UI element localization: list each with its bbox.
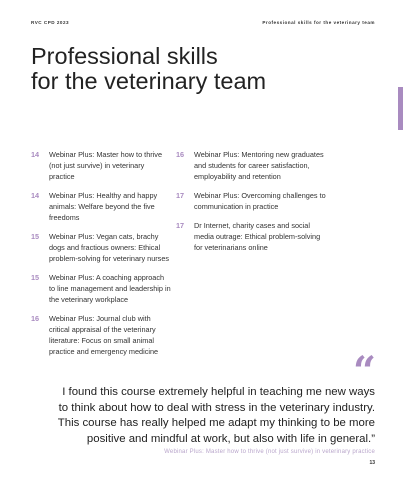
page-title-line-1: Professional skills <box>31 43 218 69</box>
course-entry <box>176 190 326 212</box>
course-entry <box>31 272 171 305</box>
course-list-right <box>176 149 326 261</box>
course-page-number: 16 <box>176 150 185 159</box>
course-entry <box>176 149 326 182</box>
course-entry <box>31 313 171 357</box>
header-right: Professional skills for the veterinary team <box>262 20 375 25</box>
testimonial-attribution: Webinar Plus: Master how to thrive (not just survive) in veterinary practice <box>164 449 375 455</box>
header-left: RVC CPD 2023 <box>31 20 70 25</box>
page-title-line-2: for the veterinary team <box>31 68 267 94</box>
course-page-number: 17 <box>176 191 185 200</box>
course-title: Webinar Plus: Overcoming challenges to communication in practice <box>194 191 326 211</box>
course-page-number: 14 <box>31 150 40 159</box>
quote-mark-icon: “ <box>353 348 377 395</box>
course-list-left <box>31 149 171 365</box>
course-page-number: 15 <box>31 273 40 282</box>
testimonial-quote: I found this course extremely helpful in teaching me new ways to think about how to deal with stress in the veterinary industry. This course has really helped me adapt my thinking to be more positive and mindful at work, but also with life in general.” <box>57 386 375 446</box>
course-entry <box>31 190 171 223</box>
section-tab <box>398 87 403 130</box>
page-title <box>31 44 331 94</box>
course-entry <box>176 220 326 253</box>
course-title: Webinar Plus: Journal club with critical appraisal of the veterinary literature: Focus on small animal practice and emergency medicine <box>49 314 159 356</box>
course-title: Webinar Plus: Vegan cats, brachy dogs and fractious owners: Ethical problem-solving for veterinary nurses <box>49 232 170 263</box>
course-title: Webinar Plus: Mentoring new graduates and students for career satisfaction, employability and retention <box>194 150 324 181</box>
course-title: Webinar Plus: Healthy and happy animals: Welfare beyond the five freedoms <box>49 191 158 222</box>
course-page-number: 15 <box>31 232 40 241</box>
page-number: 13 <box>369 460 375 466</box>
course-title: Webinar Plus: A coaching approach to line management and leadership in the veterinary workplace <box>49 273 171 304</box>
course-page-number: 17 <box>176 221 185 230</box>
course-entry <box>31 149 171 182</box>
course-title: Dr Internet, charity cases and social media outrage: Ethical problem-solving for veterinarians online <box>194 221 321 252</box>
course-page-number: 16 <box>31 314 40 323</box>
course-page-number: 14 <box>31 191 40 200</box>
course-title: Webinar Plus: Master how to thrive (not just survive) in veterinary practice <box>49 150 163 181</box>
course-entry <box>31 231 171 264</box>
